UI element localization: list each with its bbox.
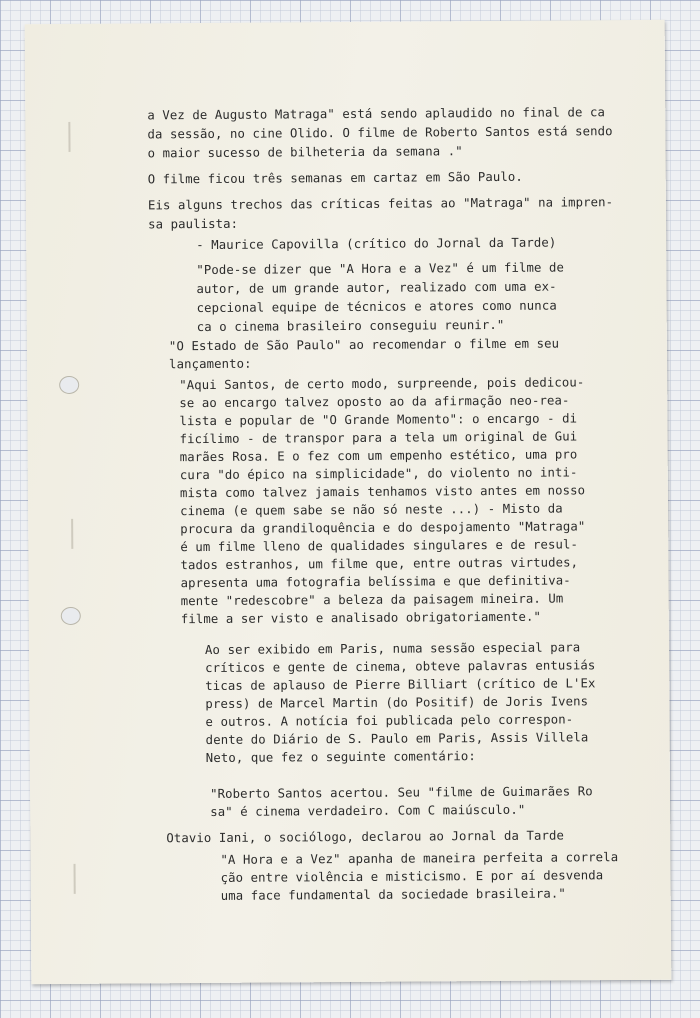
margin-mark [71, 519, 73, 549]
quote-line: se ao encargo talvez oposto ao da afirmação neo-rea- [179, 393, 570, 411]
quote-line: "A Hora e a Vez" apanha de maneira perfeita a correla [220, 850, 619, 867]
quote-line: cepcional equipe de técnicos e atores como nunca [196, 298, 557, 316]
quote-line: mente "redescobre" a beleza da paisagem mineira. Um [180, 591, 564, 609]
text-line: ticas de aplauso de Pierre Billiart (crítico de L'Ex [205, 676, 596, 694]
text-line: Otavio Iani, o sociólogo, declarou ao Jornal da Tarde [166, 828, 565, 846]
text-line: da sessão, no cine Olido. O filme de Roberto Santos está sendo [147, 124, 613, 142]
text-line: críticos e gente de cinema, obteve palavras entusiás [205, 658, 596, 676]
quote-line: cinema (e quem sabe se não só neste ...) - Misto da [180, 501, 563, 519]
text-line: a Vez de Augusto Matraga" está sendo aplaudido no final de ca [147, 105, 606, 123]
text-line: o maior sucesso de bilheteria da semana ." [147, 144, 463, 161]
text-line: Eis alguns trechos das críticas feitas ao "Matraga" na impren- [147, 195, 614, 213]
quote-line: é um filme lleno de qualidades singulares e de resul- [180, 537, 579, 555]
quote-line: lista e popular de "O Grande Momento": o encargo - di [179, 411, 578, 429]
critic-heading: - Maurice Capovilla (crítico do Jornal da Tarde) [196, 235, 557, 253]
text-line: Ao ser exibido em Paris, numa sessão especial para [204, 640, 581, 658]
quote-line: uma face fundamental da sociedade brasileira." [220, 886, 566, 903]
quote-line: marães Rosa. E o fez com um empenho estético, uma pro [179, 447, 578, 465]
quote-line: "Pode-se dizer que "A Hora e a Vez" é um filme de [196, 260, 565, 278]
text-line: press) de Marcel Martin (do Positif) de Joris Ivens [205, 694, 589, 712]
text-line: dente do Diário de S. Paulo em Paris, Assis Villela [205, 730, 589, 747]
quote-line: sa" é cinema verdadeiro. Com C maiúsculo." [210, 802, 526, 819]
text-line: e outros. A notícia foi publicada pelo correspon- [205, 712, 574, 729]
quote-line: ficílimo - de transpor para a tela um original de Gui [179, 429, 578, 447]
text-line: Neto, que fez o seguinte comentário: [205, 749, 476, 765]
text-line: O filme ficou três semanas em cartaz em São Paulo. [147, 169, 523, 187]
quote-line: procura da grandiloquência e do despojamento "Matraga" [180, 519, 586, 537]
quote-line: ção entre violência e misticismo. E por aí desvenda [220, 868, 604, 885]
quote-line: cura "do épico na simplicidade", do violento no inti- [179, 465, 578, 483]
margin-mark [74, 864, 76, 894]
quote-line: ca o cinema brasileiro conseguiu reunir." [196, 317, 505, 335]
quote-line: apresenta uma fotografia belíssima e que definitiva- [180, 573, 571, 591]
quote-line: "Aqui Santos, de certo modo, surpreende, pois dedicou- [179, 375, 585, 393]
quote-line: autor, de um grande autor, realizado com uma ex- [196, 279, 557, 297]
quote-line: tados estranhos, um filme que, entre outras virtudes, [180, 555, 579, 573]
punch-hole [59, 376, 79, 394]
quote-line: mista como talvez jamais tenhamos visto antes em nosso [179, 483, 586, 501]
text-line: sa paulista: [148, 216, 239, 232]
typewritten-page [25, 20, 672, 984]
margin-mark [68, 122, 70, 152]
quote-line: filme a ser visto e analisado obrigatoriamente." [180, 609, 542, 627]
quote-line: "Roberto Santos acertou. Seu "filme de Guimarães Ro [209, 784, 593, 801]
text-line: "O Estado de São Paulo" ao recomendar o filme em seu [168, 336, 560, 354]
punch-hole [61, 607, 81, 625]
text-line: lançamento: [168, 356, 252, 372]
